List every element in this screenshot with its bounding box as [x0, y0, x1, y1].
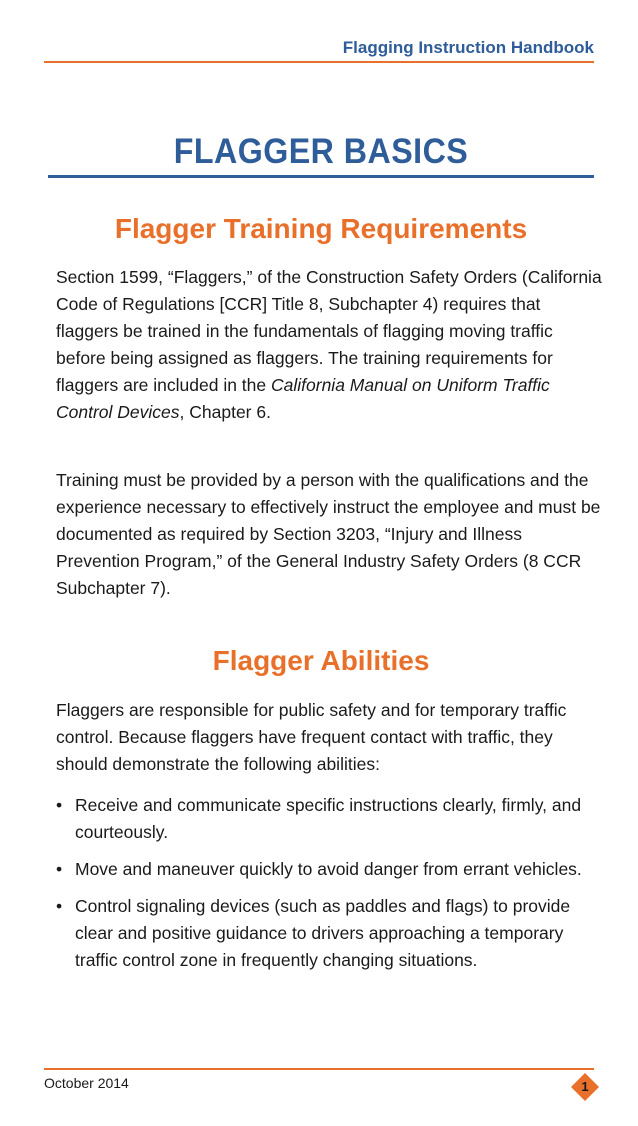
page-number: 1: [581, 1079, 589, 1094]
paragraph-training-1-text: Section 1599, “Flaggers,” of the Construction Safety Orders (California Code of Regulations [CCR] Title 8, Subchapter 4) requires that flaggers be trained in the fundamentals of flagging moving traffic before being assigned as flaggers. The training requirements for flaggers are included in the: [56, 267, 602, 395]
footer-rule: [44, 1068, 594, 1070]
paragraph-abilities-intro: Flaggers are responsible for public safety and for temporary traffic control. Because flaggers have frequent contact with traffic, they should demonstrate the following abilities:: [56, 700, 567, 774]
title-rule: [48, 175, 594, 178]
header-rule: [44, 61, 594, 63]
list-item: [56, 792, 596, 846]
paragraph-training-1: [56, 264, 604, 426]
page-title: FLAGGER BASICS: [173, 132, 469, 171]
manual-title: California Manual on Uniform Traffic Control Devices: [56, 375, 550, 422]
list-item-text: Receive and communicate specific instructions clearly, firmly, and courteously.: [75, 795, 582, 842]
list-item: [56, 893, 596, 974]
heading-training-requirements: Flagger Training Requirements: [114, 213, 528, 244]
page-number-badge: [570, 1072, 600, 1102]
running-header: Flagging Instruction Handbook: [342, 38, 594, 57]
bullet-icon: •: [56, 896, 63, 916]
bullet-icon: •: [56, 795, 63, 815]
paragraph-training-2: Training must be provided by a person with the qualifications and the experience necessary to effectively instruct the employee and must be documented as required by Section 3203, “Injury and Illness Prevention Program,” of the General Industry Safety Orders (8 CCR Subchapter 7).: [56, 470, 601, 598]
paragraph-training-1-end: , Chapter 6.: [179, 402, 271, 422]
abilities-list: [56, 792, 596, 984]
list-item-text: Control signaling devices (such as paddles and flags) to provide clear and positive guidance to drivers approaching a temporary traffic control zone in frequently changing situations.: [75, 896, 571, 970]
list-item-text: Move and maneuver quickly to avoid danger from errant vehicles.: [75, 859, 582, 879]
list-item: [56, 856, 596, 883]
bullet-icon: •: [56, 859, 63, 879]
heading-flagger-abilities: Flagger Abilities: [212, 645, 430, 676]
footer-date: October 2014: [44, 1075, 129, 1091]
